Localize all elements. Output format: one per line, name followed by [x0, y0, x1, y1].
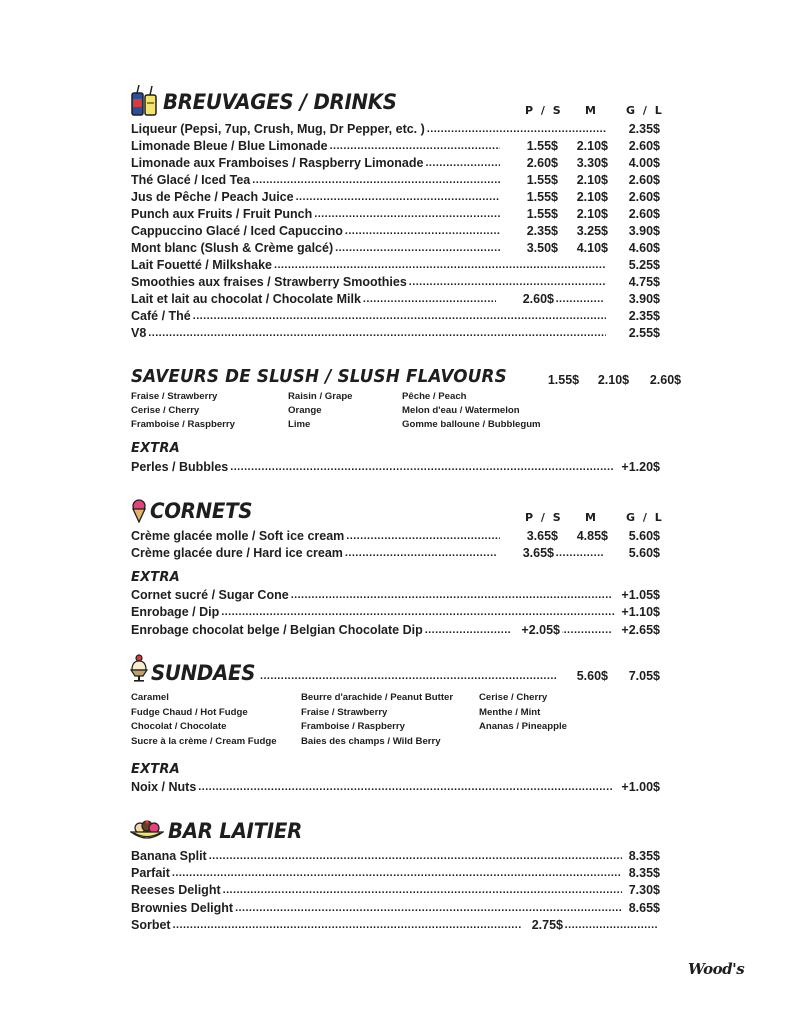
drinks-title: BREUVAGES / DRINKS — [163, 90, 397, 114]
bar-row — [131, 899, 660, 916]
flavour: Gomme balloune / Bubblegum — [402, 419, 541, 430]
item-price-l: 2.60$ — [628, 207, 660, 221]
cornets-header-l: G / L — [626, 511, 664, 524]
flavour: Chocolat / Chocolate — [131, 721, 227, 733]
drinks-header-s: P / S — [525, 104, 563, 117]
item-name: Sorbet — [131, 918, 171, 932]
item-price-l: 4.60$ — [628, 241, 660, 255]
sundae-flavours-col3 — [479, 691, 567, 735]
drinks-cups-icon — [130, 84, 158, 116]
item-name: Thé Glacé / Iced Tea — [131, 173, 251, 187]
banana-split-icon — [130, 820, 164, 842]
flavour: Cerise / Cherry — [479, 692, 548, 703]
cornets-extra-row — [131, 603, 660, 620]
item-price-l: 3.90$ — [628, 224, 660, 238]
item-price-m: 3.25$ — [576, 224, 608, 238]
flavour: Cerise / Cherry — [131, 405, 200, 416]
slush-flavours-col3 — [402, 390, 541, 432]
cornets-extra-row — [131, 586, 660, 603]
item-price-s: 1.55$ — [526, 190, 558, 204]
slush-extra-row — [131, 458, 660, 475]
sundaes-price-l: 7.05$ — [628, 669, 660, 683]
drinks-row — [131, 120, 660, 137]
sundaes-price-row — [258, 667, 660, 684]
item-name: Cappuccino Glacé / Iced Capuccino — [131, 224, 343, 238]
flavour: Beurre d'arachide / Peanut Butter — [301, 692, 454, 703]
drinks-row — [131, 205, 660, 222]
item-price: 8.35$ — [628, 849, 660, 863]
cornets-header-s: P / S — [525, 511, 563, 524]
item-name: Limonade aux Framboises / Raspberry Limonade — [131, 156, 424, 170]
item-price: 7.30$ — [628, 883, 660, 897]
flavour: Ananas / Pineapple — [479, 721, 567, 733]
sundaes-extra-row — [131, 778, 660, 795]
slush-price-l: 2.60$ — [649, 373, 682, 387]
bar-row-sorbet — [131, 916, 660, 933]
drinks-row — [131, 171, 660, 188]
flavour: Framboise / Raspberry — [131, 419, 235, 430]
drinks-row — [131, 324, 660, 341]
flavour: Orange — [288, 405, 322, 416]
drinks-row — [131, 239, 660, 256]
item-price-s: 3.65$ — [526, 529, 558, 543]
bar-title: BAR LAITIER — [168, 819, 302, 843]
item-name: Parfait — [131, 866, 170, 880]
item-name: Limonade Bleue / Blue Limonade — [131, 139, 328, 153]
item-price-l: 5.60$ — [628, 546, 660, 560]
item-price: 8.65$ — [628, 901, 660, 915]
item-price-l: 2.35$ — [628, 309, 660, 323]
item-price-l: 4.00$ — [628, 156, 660, 170]
cornets-row-soft — [131, 527, 660, 544]
slush-extra-label: EXTRA — [131, 441, 180, 456]
item-price-m: 3.30$ — [576, 156, 608, 170]
item-price-s: 1.55$ — [526, 139, 558, 153]
item-price-s: 1.55$ — [526, 173, 558, 187]
item-price: +1.05$ — [621, 588, 660, 602]
item-price-l: 2.55$ — [628, 326, 660, 340]
drinks-row — [131, 188, 660, 205]
cornets-title: CORNETS — [150, 499, 253, 523]
bar-row — [131, 864, 660, 881]
item-price-s: 3.50$ — [526, 241, 558, 255]
drinks-row — [131, 222, 660, 239]
flavour: Caramel — [131, 692, 169, 703]
item-price: 2.75$ — [531, 918, 563, 932]
sundaes-price-m: 5.60$ — [576, 669, 608, 683]
cornets-header-m: M — [585, 511, 598, 524]
item-price-l: 4.75$ — [628, 275, 660, 289]
slush-price-m: 2.10$ — [597, 373, 630, 387]
drinks-row — [131, 273, 660, 290]
item-price-l: 3.90$ — [628, 292, 660, 306]
flavour: Baies des champs / Wild Berry — [301, 735, 441, 747]
slush-title-row — [131, 366, 682, 388]
item-price-s: 1.55$ — [526, 207, 558, 221]
ice-cream-cone-icon — [130, 499, 148, 523]
drinks-row — [131, 307, 660, 324]
item-price-l: 2.35$ — [628, 122, 660, 136]
flavour: Lime — [288, 419, 311, 430]
item-price-m: 2.10$ — [576, 207, 608, 221]
sundaes-extra-label: EXTRA — [131, 762, 180, 777]
item-name: Enrobage / Dip — [131, 605, 220, 619]
item-price-l: 2.60$ — [628, 190, 660, 204]
item-name: V8 — [131, 326, 147, 340]
drinks-header-l: G / L — [626, 104, 664, 117]
slush-price-s: 1.55$ — [547, 373, 580, 387]
bar-row — [131, 847, 660, 864]
item-name: Crème glacée dure / Hard ice cream — [131, 546, 343, 560]
item-name: Banana Split — [131, 849, 207, 863]
flavour: Fraise / Strawberry — [301, 706, 388, 718]
item-name: Smoothies aux fraises / Strawberry Smoothies — [131, 275, 407, 289]
item-price-s: 3.65$ — [522, 546, 554, 560]
slush-flavours-col2 — [288, 390, 353, 432]
sundae-flavours-col1 — [131, 691, 277, 749]
drinks-header-m: M — [585, 104, 598, 117]
flavour: Framboise / Raspberry — [301, 721, 405, 733]
item-price-m: 4.10$ — [576, 241, 608, 255]
flavour: Raisin / Grape — [288, 391, 353, 402]
slush-flavours-col1 — [131, 390, 235, 432]
item-price: 8.35$ — [628, 866, 660, 880]
item-price: +1.10$ — [621, 605, 660, 619]
item-name: Perles / Bubbles — [131, 460, 229, 474]
item-name: Reeses Delight — [131, 883, 221, 897]
drinks-row — [131, 256, 660, 273]
item-name: Punch aux Fruits / Fruit Punch — [131, 207, 313, 221]
sundae-flavours-col2 — [301, 691, 453, 749]
item-name: Café / Thé — [131, 309, 191, 323]
flavour: Pêche / Peach — [402, 391, 467, 402]
woods-logo: Wood's — [688, 960, 745, 978]
item-price-s: 2.60$ — [522, 292, 554, 306]
item-price-l: 5.25$ — [628, 258, 660, 272]
item-name: Crème glacée molle / Soft ice cream — [131, 529, 345, 543]
item-price-m: 2.10$ — [576, 139, 608, 153]
item-price-l: 5.60$ — [628, 529, 660, 543]
item-price: +1.00$ — [621, 780, 660, 794]
item-name: Brownies Delight — [131, 901, 234, 915]
item-price-s: +2.05$ — [521, 623, 560, 637]
flavour: Fudge Chaud / Hot Fudge — [131, 706, 248, 718]
item-name: Mont blanc (Slush & Crème galcé) — [131, 241, 334, 255]
item-price: +1.20$ — [621, 460, 660, 474]
cornets-extra-label: EXTRA — [131, 570, 180, 585]
item-name: Enrobage chocolat belge / Belgian Chocolate Dip — [131, 623, 423, 637]
cornets-extra-row — [131, 621, 660, 638]
flavour: Fraise / Strawberry — [131, 391, 218, 402]
slush-title: SAVEURS DE SLUSH / SLUSH FLAVOURS — [131, 366, 507, 387]
drinks-row — [131, 290, 660, 307]
cornets-row-hard — [131, 544, 660, 561]
drinks-row — [131, 154, 660, 171]
item-price-m: 2.10$ — [576, 190, 608, 204]
flavour: Sucre à la crème / Cream Fudge — [131, 735, 277, 747]
item-price-s: 2.60$ — [526, 156, 558, 170]
item-price-m: 2.10$ — [576, 173, 608, 187]
item-name: Jus de Pêche / Peach Juice — [131, 190, 294, 204]
sundaes-title: SUNDAES — [151, 661, 256, 685]
flavour: Melon d'eau / Watermelon — [402, 405, 520, 416]
item-price-l: +2.65$ — [621, 623, 660, 637]
item-name: Noix / Nuts — [131, 780, 197, 794]
sundae-icon — [129, 654, 149, 682]
item-price-l: 2.60$ — [628, 173, 660, 187]
item-price-m: 4.85$ — [576, 529, 608, 543]
item-name: Liqueur (Pepsi, 7up, Crush, Mug, Dr Pepper, etc. ) — [131, 122, 425, 136]
item-name: Lait et lait au chocolat / Chocolate Milk — [131, 292, 361, 306]
item-price-l: 2.60$ — [628, 139, 660, 153]
item-name: Cornet sucré / Sugar Cone — [131, 588, 289, 602]
item-name: Lait Fouetté / Milkshake — [131, 258, 273, 272]
item-price-s: 2.35$ — [526, 224, 558, 238]
flavour: Menthe / Mint — [479, 706, 541, 718]
drinks-row — [131, 137, 660, 154]
bar-row — [131, 881, 660, 898]
